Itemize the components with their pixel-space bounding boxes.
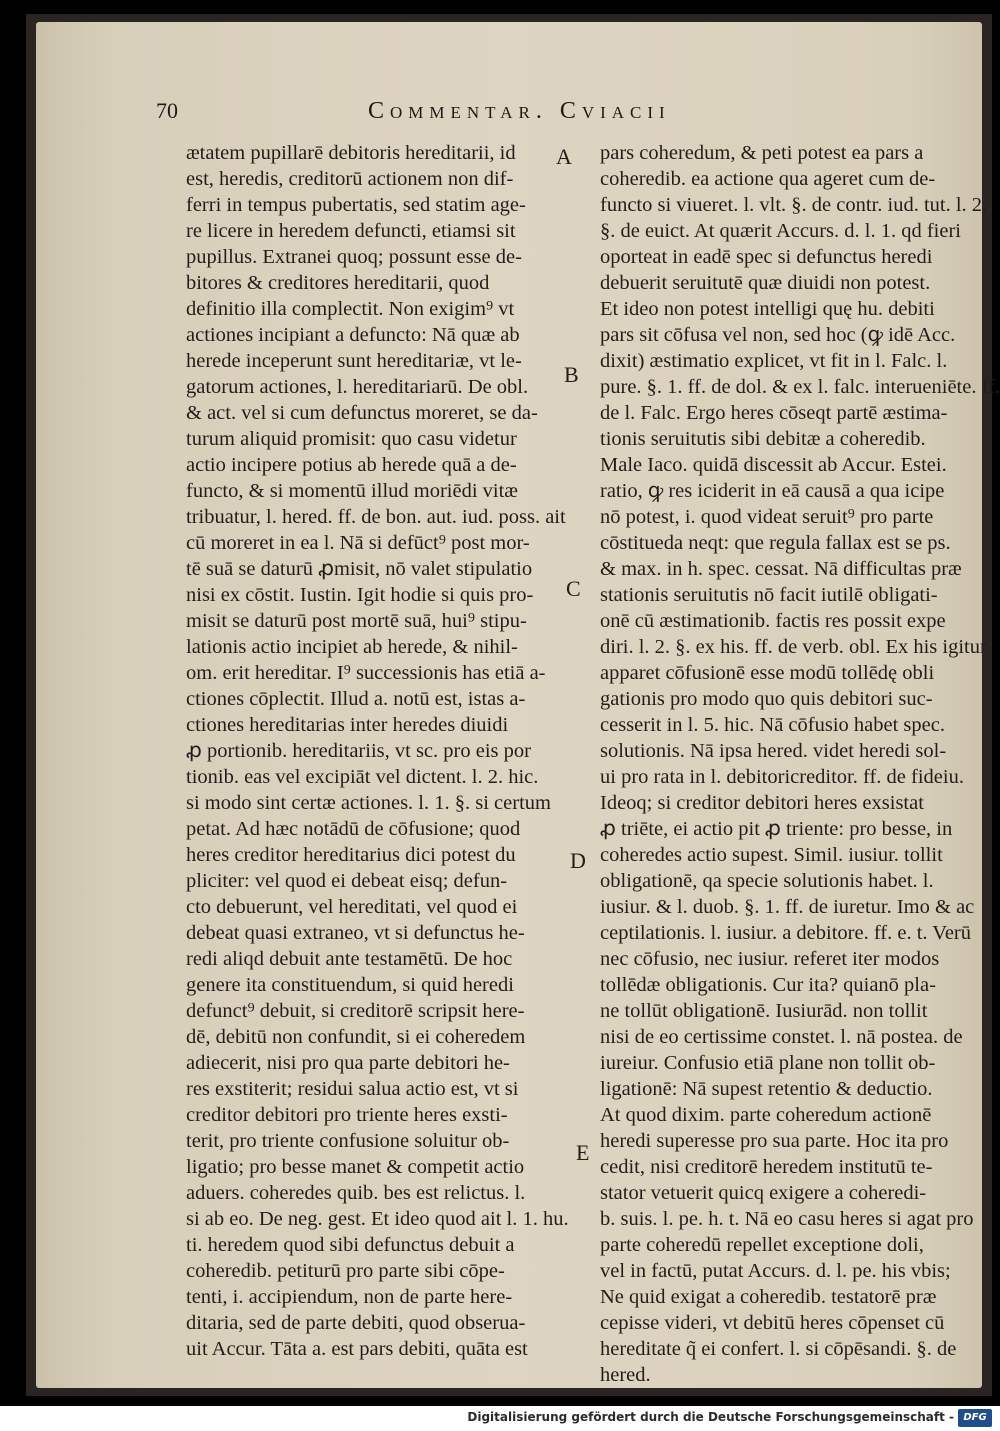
right-column-line: ꝓ triēte, ei actio pit ꝓ triente: pro besse, in (600, 818, 953, 840)
left-column-line: heres creditor hereditarius dici potest du (186, 844, 516, 866)
right-column-line: stationis seruitutis nō facit iutilē obligati- (600, 584, 938, 606)
section-marker-e: E (576, 1140, 590, 1165)
right-column-line: debuerit seruitutē quæ diuidi non potest. (600, 272, 931, 294)
right-column-line: ratio, ꝙ res iciderit in eā causā a qua icipe (600, 480, 945, 502)
right-column-line: cedit, nisi creditorē heredem institutū te- (600, 1156, 933, 1178)
left-column-line: ditaria, sed de parte debiti, quod obserua- (186, 1312, 526, 1334)
left-column-line: om. erit hereditar. I⁹ successionis has etiā a- (186, 662, 546, 684)
footer-bar (0, 1406, 1000, 1431)
left-column-line: nisi ex cōstit. Iustin. Igit hodie si quis pro- (186, 584, 534, 606)
footer-credit: Digitalisierung gefördert durch die Deutsche Forschungsgemeinschaft - (467, 1410, 954, 1424)
right-column-line: coheredib. ea actione qua ageret cum de- (600, 168, 936, 190)
right-column-line: pars coheredum, & peti potest ea pars a (600, 142, 924, 164)
left-column-line: ctiones hereditarias inter heredes diuidi (186, 714, 509, 736)
left-column-line: ti. heredem quod sibi defunctus debuit a (186, 1234, 515, 1256)
left-column-line: creditor debitori pro triente heres exsti- (186, 1104, 508, 1126)
left-column-line: tē suā se daturū ꝓmisit, nō valet stipulatio (186, 558, 533, 580)
right-column-line: solutionis. Nā ipsa hered. videt heredi sol- (600, 740, 947, 762)
right-column-line: iureiur. Confusio etiā plane non tollit ob- (600, 1052, 936, 1074)
right-column-line: pure. §. 1. ff. de dol. & ex l. falc. interueniēte. ff. (600, 376, 1000, 398)
left-column-line: & act. vel si cum defunctus moreret, se da- (186, 402, 538, 424)
left-column-line: tenti, i. accipiendum, non de parte here- (186, 1286, 513, 1308)
right-column-line: tionis seruitutis sibi debitæ a coheredib. (600, 428, 926, 450)
right-column-line: hereditate q̃ ei confert. l. si cōpēsandi. §. de (600, 1338, 957, 1360)
right-column-line: cesserit in l. 5. hic. Nā cōfusio habet spec. (600, 714, 945, 736)
left-column-line: adiecerit, nisi pro qua parte debitori he- (186, 1052, 510, 1074)
left-column-line: debeat quasi extraneo, vt si defunctus he- (186, 922, 525, 944)
section-marker-c: C (566, 576, 581, 601)
right-column-line: dixit) æstimatio explicet, vt fit in l. Falc. l. (600, 350, 948, 372)
right-column-line: cepisse videri, vt debitū heres cōpenset cū (600, 1312, 945, 1334)
right-column-line: Ne quid exigat a coheredib. testatorē præ (600, 1286, 937, 1308)
right-column-line: heredi superesse pro sua parte. Hoc ita pro (600, 1130, 949, 1152)
right-column-line: ceptilationis. l. iusiur. a debitore. ff. e. t. Verū (600, 922, 972, 944)
right-column-line: obligationē, qa specie solutionis habet. l. (600, 870, 934, 892)
right-column-line: coheredes actio supest. Simil. iusiur. tollit (600, 844, 943, 866)
left-column-line: res exstiterit; residui salua actio est, vt si (186, 1078, 519, 1100)
right-column-line: parte coheredū repellet exceptione doli, (600, 1234, 924, 1256)
left-column-line: cū moreret in ea l. Nā si defūct⁹ post mor- (186, 532, 530, 554)
left-column-line: ferri in tempus pubertatis, sed statim age- (186, 194, 526, 216)
left-column-line: est, heredis, creditorū actionem non dif- (186, 168, 514, 190)
section-marker-d: D (570, 848, 586, 873)
right-column-line: onē cū æstimationib. factis res possit expe (600, 610, 946, 632)
left-column-line: ligatio; pro besse manet & competit actio (186, 1156, 525, 1178)
left-column-line: uit Accur. Tāta a. est pars debiti, quāta est (186, 1338, 528, 1360)
right-column-line: nō potest, i. quod videat seruit⁹ pro parte (600, 506, 934, 528)
left-column-line: actiones incipiant a defuncto: Nā quæ ab (186, 324, 520, 346)
right-column-line: stator vetuerit quicq exigere a coheredi- (600, 1182, 927, 1204)
left-column-line: genere ita constituendum, si quid heredi (186, 974, 514, 996)
left-column-line: definitio illa complectit. Non exigim⁹ vt (186, 298, 515, 320)
left-column-line: ctiones cōplectit. Illud a. notū est, istas a- (186, 688, 526, 710)
left-column-line: redi aliqd debuit ante testamētū. De hoc (186, 948, 513, 970)
left-text-column (186, 140, 569, 1362)
right-column-line: oporteat in eadē spec si defunctus heredi (600, 246, 933, 268)
left-column-line: functo, & si momentū illud moriēdi vitæ (186, 480, 518, 502)
left-column-line: pupillus. Extranei quoq; possunt esse de- (186, 246, 522, 268)
right-column-line: iusiur. & l. duob. §. 1. ff. de iuretur. Imo & ac (600, 896, 975, 918)
right-column-line: diri. l. 2. §. ex his. ff. de verb. obl. Ex his igitur (600, 636, 987, 658)
right-column-line: ui pro rata in l. debitoricreditor. ff. de fideiu. (600, 766, 964, 788)
left-column-line: re licere in heredem defuncti, etiamsi sit (186, 220, 516, 242)
running-title: Commentar. Cviacii (368, 98, 671, 124)
right-column-line: de l. Falc. Ergo heres cōseqt partē æstima- (600, 402, 948, 424)
right-column-line: & max. in h. spec. cessat. Nā difficultas præ (600, 558, 962, 580)
right-column-line: tollēdæ obligationis. Cur ita? quianō pla- (600, 974, 936, 996)
right-column-line: Male Iaco. quidā discessit ab Accur. Estei. (600, 454, 947, 476)
section-marker-b: B (564, 362, 579, 387)
left-column-line: gatorum actiones, l. hereditariarū. De obl. (186, 376, 529, 398)
left-column-line: defunct⁹ debuit, si creditorē scripsit here- (186, 1000, 525, 1022)
left-column-line: pliciter: vel quod ei debeat eisq; defun- (186, 870, 508, 892)
right-column-line: vel in factū, putat Accurs. d. l. pe. his vbis; (600, 1260, 951, 1282)
right-text-column (600, 140, 1000, 1388)
left-column-line: aduers. coheredes quib. bes est relictus. l. (186, 1182, 526, 1204)
right-column-line: At quod dixim. parte coheredum actionē (600, 1104, 932, 1126)
right-column-line: nec cōfusio, nec iusiur. referet iter modos (600, 948, 940, 970)
right-column-line: Et ideo non potest intelligi quę hu. debiti (600, 298, 935, 320)
right-column-line: functo si viueret. l. vlt. §. de contr. iud. tut. l. 2. (600, 194, 988, 216)
left-column-line: actio incipere potius ab herede quā a de- (186, 454, 517, 476)
dfg-logo: DFG (958, 1409, 992, 1427)
left-column-line: bitores & creditores hereditarii, quod (186, 272, 490, 294)
left-column-line: terit, pro triente confusione soluitur ob- (186, 1130, 510, 1152)
left-column-line: petat. Ad hæc notādū de cōfusione; quod (186, 818, 521, 840)
right-column-line: ligationē: Nā supest retentio & deductio. (600, 1078, 933, 1100)
section-marker-a: A (556, 144, 572, 169)
left-column-line: dē, debitū non confundit, si ei coheredem (186, 1026, 526, 1048)
left-column-line: misit se daturū post mortē suā, hui⁹ stipu- (186, 610, 527, 632)
right-column-line: gationis pro modo quo quis debitori suc- (600, 688, 933, 710)
right-column-line: pars sit cōfusa vel non, sed hoc (ꝙ idē Acc. (600, 324, 956, 346)
right-column-line: §. de euict. At quærit Accurs. d. l. 1. qd fieri (600, 220, 961, 242)
right-column-line: hered. (600, 1364, 651, 1386)
page-number: 70 (156, 98, 178, 123)
left-column-line: tribuatur, l. hered. ff. de bon. aut. iud. poss. ait (186, 506, 566, 528)
left-column-line: ætatem pupillarē debitoris hereditarii, id (186, 142, 516, 164)
left-column-line: tionib. eas vel excipiāt vel dictent. l. 2. hic. (186, 766, 539, 788)
left-column-line: coheredib. petiturū pro parte sibi cōpe- (186, 1260, 505, 1282)
right-column-line: cōstitueda neqt: que regula fallax est se ps. (600, 532, 951, 554)
running-header (156, 92, 956, 128)
right-column-line: Ideoq; si creditor debitori heres exsistat (600, 792, 924, 814)
left-column-line: herede inceperunt sunt hereditariæ, vt le- (186, 350, 522, 372)
right-column-line: apparet cōfusionē esse modū tollēdę obli (600, 662, 935, 684)
left-column-line: cto debuerunt, vel hereditati, vel quod ei (186, 896, 518, 918)
left-column-line: si ab eo. De neg. gest. Et ideo quod ait l. 1. hu. (186, 1208, 569, 1230)
left-column-line: ꝓ portionib. hereditariis, vt sc. pro eis por (186, 740, 531, 762)
left-column-line: lationis actio incipiet ab herede, & nihil- (186, 636, 518, 658)
right-column-line: b. suis. l. pe. h. t. Nā eo casu heres si agat pro (600, 1208, 974, 1230)
left-column-line: turum aliquid promisit: quo casu videtur (186, 428, 517, 450)
right-column-line: ne tollūt obligationē. Iusiurād. non tollit (600, 1000, 928, 1022)
right-column-line: nisi de eo certissime constet. l. nā postea. de (600, 1026, 963, 1048)
left-column-line: si modo sint certæ actiones. l. 1. §. si certum (186, 792, 551, 814)
